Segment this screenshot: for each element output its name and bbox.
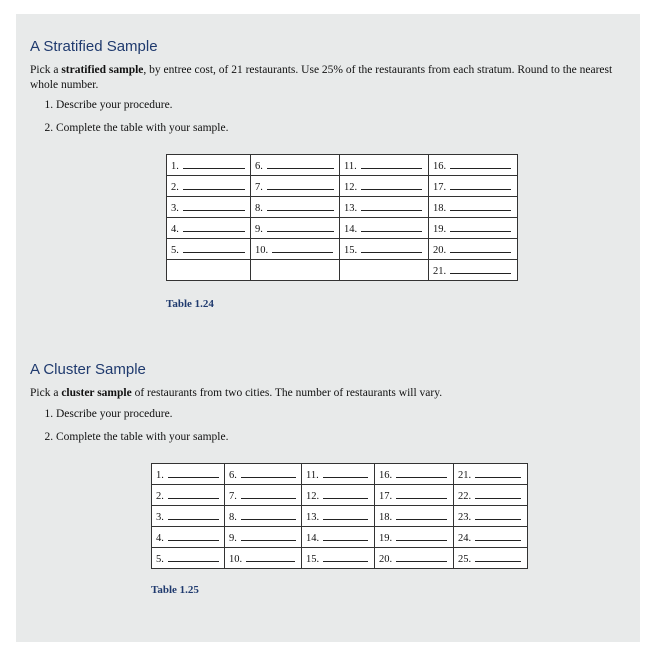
blank-answer-line (396, 552, 447, 562)
entry-number: 11. (344, 160, 357, 172)
entry-number: 20. (433, 244, 447, 256)
list-item: 1. Describe your procedure. (56, 98, 228, 121)
blank-answer-line (272, 243, 333, 253)
blank-answer-line (396, 510, 447, 520)
table-cell (152, 485, 225, 506)
entry-number: 6. (229, 469, 237, 481)
blank-answer-line (475, 489, 521, 499)
blank-answer-line (450, 201, 511, 211)
table-cell (375, 548, 454, 569)
table-cell (340, 197, 429, 218)
entry-number: 14. (306, 532, 320, 544)
table-cell (375, 527, 454, 548)
table-row (152, 527, 528, 548)
table-cell (251, 155, 340, 176)
entry-number: 16. (379, 469, 393, 481)
blank-answer-line (241, 510, 296, 520)
cluster-sample-table (151, 463, 528, 569)
entry-number: 24. (458, 532, 472, 544)
entry-number: 3. (156, 511, 164, 523)
blank-answer-line (267, 222, 334, 232)
blank-answer-line (241, 468, 296, 478)
table-row (167, 218, 518, 239)
table-cell (251, 176, 340, 197)
entry-number: 18. (433, 202, 447, 214)
entry-number: 23. (458, 511, 472, 523)
table-cell (302, 548, 375, 569)
blank-answer-line (450, 243, 511, 253)
table-cell (454, 506, 528, 527)
entry-number: 5. (171, 244, 179, 256)
list-item: 2. Complete the table with your sample. (56, 430, 228, 453)
table-cell (340, 260, 429, 281)
table-caption: Table 1.24 (166, 298, 214, 310)
blank-answer-line (168, 552, 219, 562)
blank-answer-line (361, 243, 422, 253)
table-cell (340, 239, 429, 260)
entry-number: 13. (344, 202, 358, 214)
blank-answer-line (450, 159, 511, 169)
table-cell (251, 218, 340, 239)
entry-number: 1. (171, 160, 179, 172)
stratified-steps (30, 98, 228, 144)
entry-number: 4. (171, 223, 179, 235)
entry-number: 16. (433, 160, 447, 172)
blank-answer-line (183, 201, 245, 211)
table-cell (302, 506, 375, 527)
table-cell (429, 155, 518, 176)
table-cell (167, 218, 251, 239)
blank-answer-line (361, 159, 422, 169)
blank-answer-line (323, 531, 368, 541)
entry-number: 8. (255, 202, 263, 214)
entry-number: 9. (255, 223, 263, 235)
table-cell (375, 464, 454, 485)
stratified-sample-table (166, 154, 518, 281)
table-cell (340, 218, 429, 239)
table-row (167, 176, 518, 197)
blank-answer-line (183, 243, 245, 253)
entry-number: 12. (306, 490, 320, 502)
entry-number: 19. (433, 223, 447, 235)
entry-number: 6. (255, 160, 263, 172)
blank-answer-line (450, 264, 511, 274)
table-row (152, 464, 528, 485)
table-cell (225, 506, 302, 527)
table-cell (302, 464, 375, 485)
content-panel (16, 14, 640, 642)
entry-number: 8. (229, 511, 237, 523)
table-row (167, 155, 518, 176)
entry-number: 15. (344, 244, 358, 256)
table-row (167, 197, 518, 218)
cluster-steps (30, 407, 228, 453)
entry-number: 25. (458, 553, 472, 565)
entry-number: 7. (255, 181, 263, 193)
blank-answer-line (323, 468, 368, 478)
table-row (167, 260, 518, 281)
entry-number: 5. (156, 553, 164, 565)
table-cell (429, 218, 518, 239)
entry-number: 7. (229, 490, 237, 502)
table-cell (152, 548, 225, 569)
entry-number: 22. (458, 490, 472, 502)
blank-answer-line (450, 180, 511, 190)
table-cell (152, 464, 225, 485)
table-cell (167, 155, 251, 176)
entry-number: 19. (379, 532, 393, 544)
table-cell (454, 527, 528, 548)
blank-answer-line (168, 531, 219, 541)
entry-number: 2. (156, 490, 164, 502)
blank-answer-line (361, 180, 422, 190)
cluster-intro: Pick a cluster sample of restaurants from two cities. The number of restaurants will vary. (30, 387, 443, 399)
table-cell (302, 527, 375, 548)
blank-answer-line (183, 159, 245, 169)
table-row (167, 239, 518, 260)
entry-number: 17. (379, 490, 393, 502)
table-cell (225, 485, 302, 506)
entry-number: 15. (306, 553, 320, 565)
blank-answer-line (267, 180, 334, 190)
table-cell (429, 176, 518, 197)
blank-answer-line (475, 531, 521, 541)
entry-number: 13. (306, 511, 320, 523)
table-cell (454, 485, 528, 506)
blank-answer-line (475, 510, 521, 520)
table-cell (225, 527, 302, 548)
blank-answer-line (183, 222, 245, 232)
entry-number: 12. (344, 181, 358, 193)
entry-number: 14. (344, 223, 358, 235)
blank-answer-line (168, 510, 219, 520)
entry-number: 3. (171, 202, 179, 214)
table-cell (167, 239, 251, 260)
table-cell (251, 197, 340, 218)
entry-number: 1. (156, 469, 164, 481)
table-cell (340, 155, 429, 176)
blank-answer-line (241, 531, 296, 541)
table-cell (152, 506, 225, 527)
blank-answer-line (246, 552, 295, 562)
entry-number: 20. (379, 553, 393, 565)
blank-answer-line (361, 222, 422, 232)
list-item: 1. Describe your procedure. (56, 407, 228, 430)
table-cell (302, 485, 375, 506)
table-cell (167, 197, 251, 218)
blank-answer-line (267, 159, 334, 169)
entry-number: 4. (156, 532, 164, 544)
table-cell (340, 176, 429, 197)
blank-answer-line (450, 222, 511, 232)
entry-number: 11. (306, 469, 319, 481)
blank-answer-line (396, 489, 447, 499)
table-cell (454, 464, 528, 485)
table-cell (167, 176, 251, 197)
table-cell (167, 260, 251, 281)
blank-answer-line (323, 489, 368, 499)
table-cell (225, 464, 302, 485)
table-row (152, 548, 528, 569)
entry-number: 10. (229, 553, 243, 565)
entry-number: 9. (229, 532, 237, 544)
table-cell (429, 260, 518, 281)
table-row (152, 506, 528, 527)
blank-answer-line (168, 468, 219, 478)
table-cell (429, 197, 518, 218)
entry-number: 2. (171, 181, 179, 193)
blank-answer-line (361, 201, 422, 211)
entry-number: 21. (433, 265, 447, 277)
blank-answer-line (267, 201, 334, 211)
list-item: 2. Complete the table with your sample. (56, 121, 228, 144)
table-row (152, 485, 528, 506)
table-cell (152, 527, 225, 548)
table-cell (429, 239, 518, 260)
blank-answer-line (323, 510, 368, 520)
blank-answer-line (168, 489, 219, 499)
table-cell (375, 506, 454, 527)
blank-answer-line (396, 468, 447, 478)
entry-number: 17. (433, 181, 447, 193)
stratified-intro: Pick a stratified sample, by entree cost, of 21 restaurants. Use 25% of the restaurants from each stratum. Round to the nearest whole number. (30, 64, 613, 91)
entry-number: 10. (255, 244, 269, 256)
blank-answer-line (183, 180, 245, 190)
table-cell (225, 548, 302, 569)
blank-answer-line (475, 552, 521, 562)
table-cell (251, 239, 340, 260)
blank-answer-line (323, 552, 368, 562)
table-cell (454, 548, 528, 569)
table-cell (251, 260, 340, 281)
blank-answer-line (241, 489, 296, 499)
cluster-heading: A Cluster Sample (30, 361, 146, 378)
stratified-heading: A Stratified Sample (30, 38, 158, 55)
blank-answer-line (475, 468, 521, 478)
blank-answer-line (396, 531, 447, 541)
table-caption: Table 1.25 (151, 584, 199, 596)
entry-number: 21. (458, 469, 472, 481)
entry-number: 18. (379, 511, 393, 523)
table-cell (375, 485, 454, 506)
